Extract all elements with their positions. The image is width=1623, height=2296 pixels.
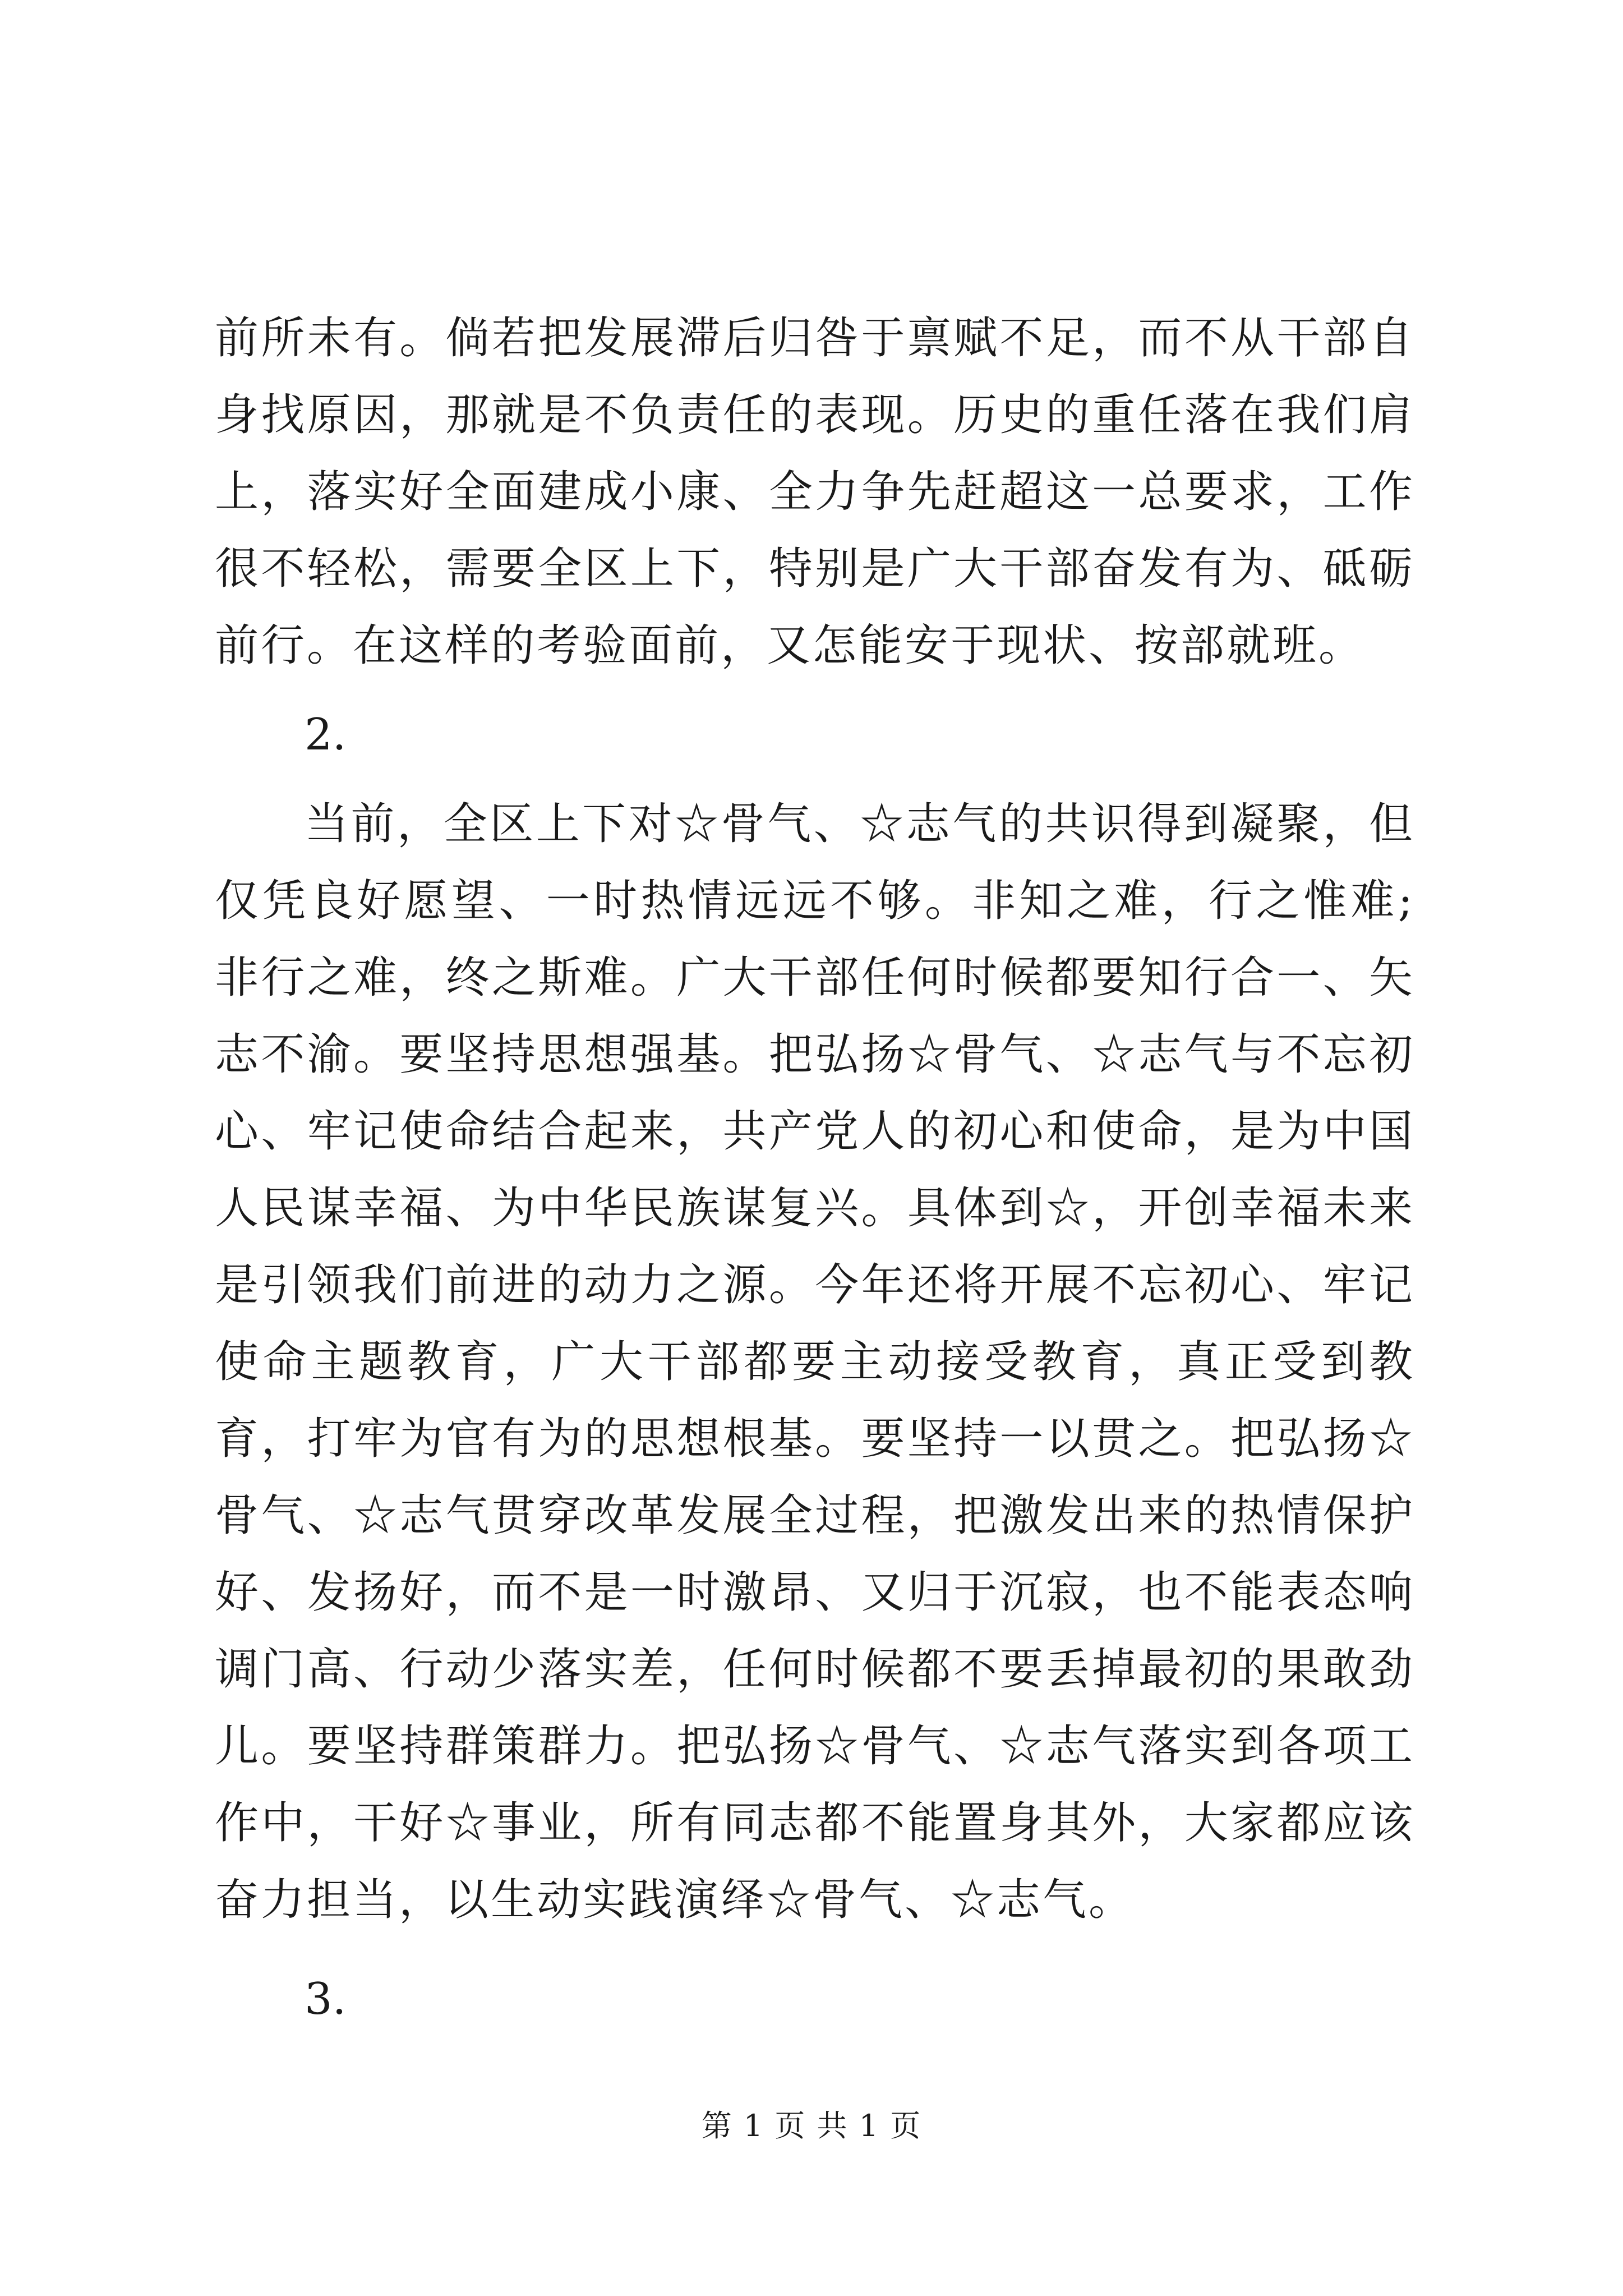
document-body: [215, 300, 1415, 2038]
section-number-2: 2.: [305, 710, 347, 760]
paragraph-continued: 前所未有。倘若把发展滞后归咎于禀赋不足，而不从干部自身找原因，那就是不负责任的表现。历史的重任落在我们肩上，落实好全面建成小康、全力争先赶超这一总要求，工作很不轻松，需要全区上下，特别是广大干部奋发有为、砥砺前行。在这样的考验面前，又怎能安于现状、按部就班。: [215, 313, 1415, 671]
page-footer: 第 1 页 共 1 页: [701, 2108, 922, 2143]
section-number-3: 3.: [305, 1974, 347, 2024]
paragraph-section-2: 当前，全区上下对☆骨气、☆志气的共识得到凝聚，但仅凭良好愿望、一时热情远远不够。非知之难，行之惟难;非行之难，终之斯难。广大干部任何时候都要知行合一、矢志不渝。要坚持思想强基。把弘扬☆骨气、☆志气与不忘初心、牢记使命结合起来，共产党人的初心和使命，是为中国人民谋幸福、为中华民族谋复兴。具体到☆，开创幸福未来是引领我们前进的动力之源。今年还将开展不忘初心、牢记使命主题教育，广大干部都要主动接受教育，真正受到教育，打牢为官有为的思想根基。要坚持一以贯之。把弘扬☆骨气、☆志气贯穿改革发展全过程，把激发出来的热情保护好、发扬好，而不是一时激昂、又归于沉寂，也不能表态响调门高、行动少落实差，任何时候都不要丢掉最初的果敢劲儿。要坚持群策群力。把弘扬☆骨气、☆志气落实到各项工作中，干好☆事业，所有同志都不能置身其外，大家都应该奋力担当，以生动实践演绎☆骨气、☆志气。: [215, 799, 1415, 1925]
